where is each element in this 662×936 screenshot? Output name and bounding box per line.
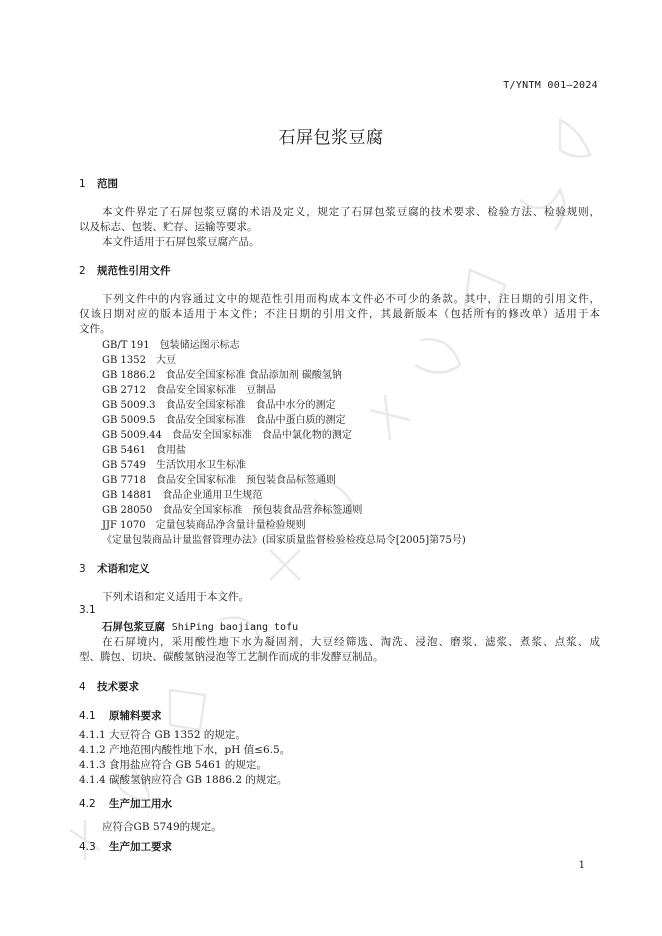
section-number: 1 [79, 178, 86, 190]
reference-item: JJF 1070 定量包装商品净含量计量检验规则 [102, 520, 306, 531]
reference-item: GB 5009.3 食品安全国家标准 食品中水分的测定 [102, 400, 336, 411]
standard-code: T/YNTM 001—2024 [503, 80, 598, 91]
reference-item: GB 28050 食品安全国家标准 预包装食品营养标签通则 [102, 505, 363, 516]
subsection-number: 4.3 [79, 841, 96, 853]
requirement-text: 食用盐应符合 GB 5461 的规定。 [109, 759, 267, 771]
scope-paragraph-line: 以及标志、包装、贮存、运输等要求。 [79, 221, 258, 233]
scope-paragraph-line: 本文件界定了石屏包浆豆腐的术语及定义，规定了石屏包浆豆腐的技术要求、检验方法、检验规则， [102, 206, 600, 218]
section-heading-3 [79, 561, 150, 576]
subsection-title: 生产加工要求 [109, 841, 172, 853]
term-definition-line: 在石屏境内，采用酸性地下水为凝固剂，大豆经筛选、淘洗、浸泡、磨浆、滤浆、煮浆、点浆、成 [102, 636, 600, 648]
section-title: 术语和定义 [97, 563, 150, 575]
normative-intro-line: 下列文件中的内容通过文中的规范性引用而构成本文件必不可少的条款。其中，注日期的引用文件， [102, 293, 600, 305]
requirement-item [79, 772, 287, 787]
section-number: 3 [79, 563, 86, 575]
subsection-title: 生产加工用水 [109, 798, 172, 810]
requirement-text: 大豆符合 GB 1352 的规定。 [109, 729, 246, 741]
reference-item: GB 5461 食用盐 [102, 445, 186, 456]
subsection-number: 4.2 [79, 798, 96, 810]
requirement-number: 4.1.2 [79, 744, 106, 756]
subsection-number: 4.1 [79, 710, 96, 722]
requirement-number: 4.1.3 [79, 759, 106, 771]
document-title: 石屏包浆豆腐 [278, 128, 384, 148]
reference-item: GB 5009.44 食品安全国家标准 食品中氯化物的测定 [102, 430, 352, 441]
term-english: ShiPing baojiang tofu [171, 622, 299, 633]
section-heading-1 [79, 176, 118, 191]
subsection-title: 原辅料要求 [109, 710, 162, 722]
reference-item: GB 1352 大豆 [102, 355, 176, 366]
subsection-heading-4-1 [79, 708, 162, 723]
section-title: 规范性引用文件 [97, 265, 171, 277]
reference-item: GB 14881 食品企业通用卫生规范 [102, 490, 263, 501]
section-title: 范围 [97, 178, 118, 190]
requirement-text: 产地范围内酸性地下水，pH 值≤6.5。 [109, 744, 291, 756]
reference-item: GB 2712 食品安全国家标准 豆制品 [102, 385, 276, 396]
section-heading-2 [79, 263, 171, 278]
normative-intro-line: 仅该日期对应的版本适用于本文件；不注日期的引用文件，其最新版本（包括所有的修改单）适用于本 [79, 308, 600, 320]
section-title: 技术要求 [97, 681, 139, 693]
requirement-number: 4.1.1 [79, 729, 106, 741]
requirement-item [79, 757, 267, 772]
section-number: 4 [79, 681, 86, 693]
normative-intro-line: 文件。 [79, 323, 111, 335]
water-requirement: 应符合GB 5749的规定。 [102, 821, 222, 833]
reference-item: 《定量包装商品计量监督管理办法》(国家质量监督检验检疫总局令[2005]第75号) [102, 535, 466, 546]
reference-item: GB 1886.2 食品安全国家标准 食品添加剂 碳酸氢钠 [102, 370, 342, 381]
section-heading-4 [79, 679, 139, 694]
page-number: 1 [578, 860, 585, 871]
requirement-item [79, 742, 290, 757]
requirement-number: 4.1.4 [79, 774, 106, 786]
terms-intro: 下列术语和定义适用于本文件。 [102, 591, 249, 603]
requirement-text: 碳酸氢钠应符合 GB 1886.2 的规定。 [109, 774, 288, 786]
requirement-item [79, 727, 246, 742]
term-entry [102, 619, 298, 634]
term-definition-line: 型、腾包、切块、碳酸氢钠浸泡等工艺制作而成的非发酵豆制品。 [79, 651, 384, 663]
reference-item: GB/T 191 包装储运图示标志 [102, 340, 240, 351]
reference-item: GB 5749 生活饮用水卫生标准 [102, 460, 246, 471]
section-number: 2 [79, 265, 86, 277]
reference-item: GB 7718 食品安全国家标准 预包装食品标签通则 [102, 475, 336, 486]
term-chinese: 石屏包浆豆腐 [102, 621, 165, 633]
subsection-heading-4-2 [79, 796, 172, 811]
reference-item: GB 5009.5 食品安全国家标准 食品中蛋白质的测定 [102, 415, 346, 426]
subsection-heading-4-3 [79, 839, 172, 854]
scope-applicability: 本文件适用于石屏包浆豆腐产品。 [102, 236, 260, 248]
term-number: 3.1 [79, 604, 96, 616]
